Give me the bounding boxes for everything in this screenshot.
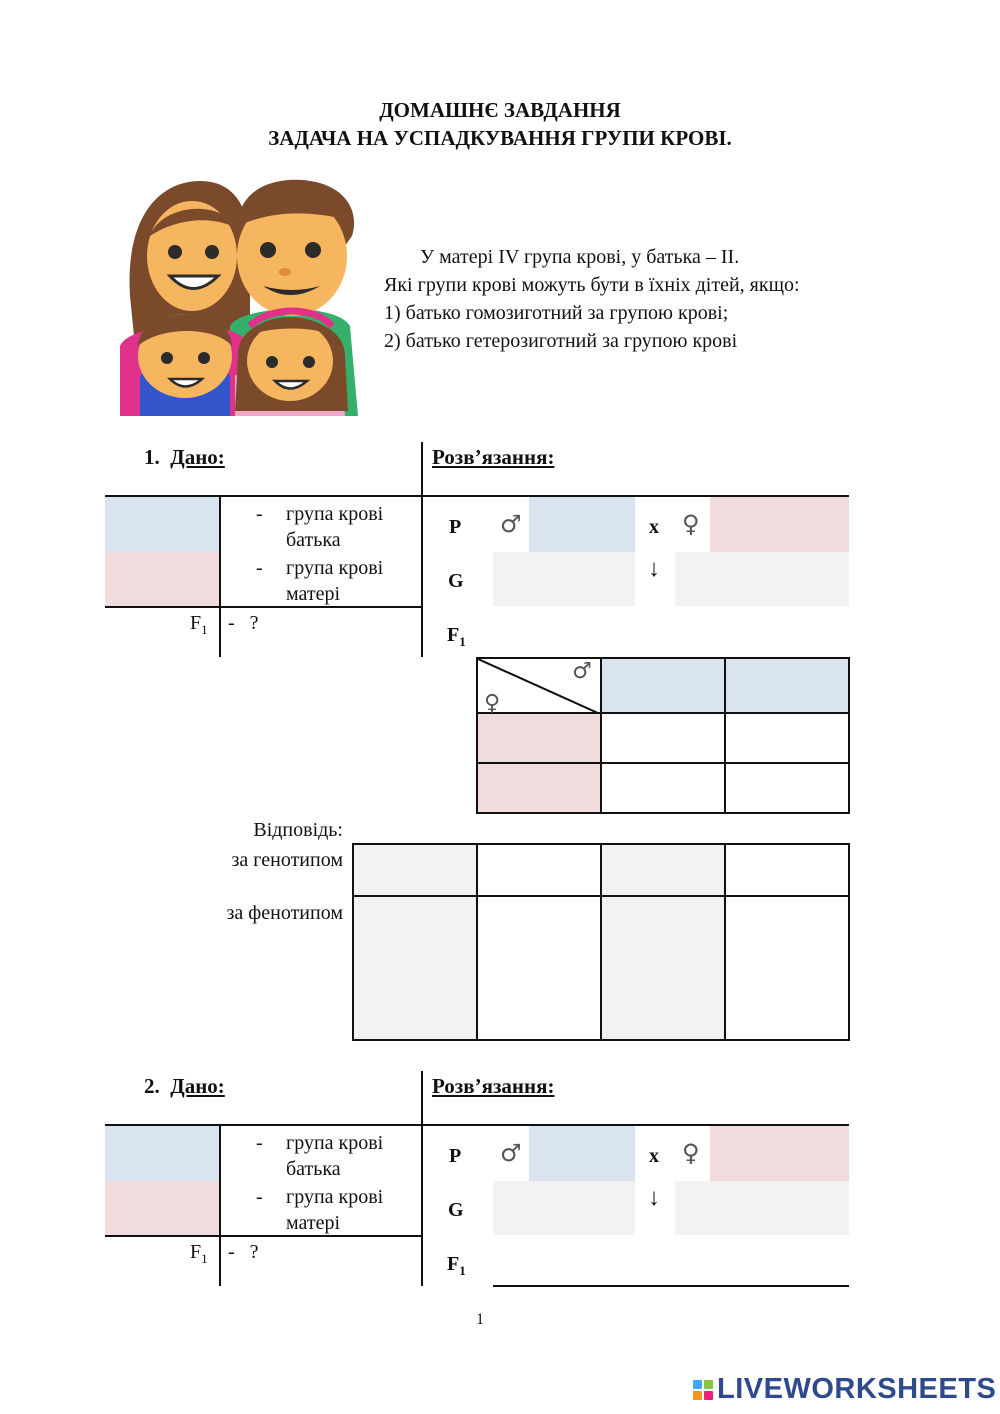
s1-genotype-cell-4[interactable] bbox=[725, 844, 849, 896]
s1-mother-genotype-input[interactable] bbox=[105, 552, 219, 607]
s1-punnett-cell-2-2[interactable] bbox=[725, 763, 849, 813]
s2-father-genotype-input[interactable] bbox=[105, 1126, 219, 1181]
s1-p-mother-input[interactable] bbox=[710, 497, 849, 552]
s1-p-father-input[interactable] bbox=[529, 497, 635, 552]
s1-phenotype-cell-1[interactable] bbox=[353, 896, 477, 1040]
s1-f1-question: - ? bbox=[228, 612, 259, 634]
s1-female-icon: ♀ bbox=[682, 510, 700, 538]
s1-punnett-cell-2-1[interactable] bbox=[601, 763, 725, 813]
liveworksheets-logo bbox=[693, 1373, 996, 1406]
s2-father-gametes-input[interactable] bbox=[493, 1181, 635, 1235]
s1-punnett-corner bbox=[477, 658, 601, 716]
s2-given-header bbox=[144, 1074, 225, 1099]
s1-father-description: - група крові батька bbox=[256, 503, 384, 551]
s1-father-gametes-input[interactable] bbox=[493, 552, 635, 606]
page-number: 1 bbox=[476, 1311, 484, 1328]
s1-phenotype-cell-3[interactable] bbox=[601, 896, 725, 1040]
s1-punnett-male-icon: ♂ bbox=[572, 659, 592, 684]
s2-p-father-input[interactable] bbox=[529, 1126, 635, 1181]
s1-p-label: P bbox=[449, 516, 462, 538]
s1-genotype-label: за генотипом bbox=[231, 849, 343, 871]
problem-line-3: 1) батько гомозиготний за групою крові; bbox=[384, 302, 729, 324]
family-illustration bbox=[120, 176, 360, 416]
s1-father-genotype-input[interactable] bbox=[105, 497, 219, 552]
s2-male-icon: ♂ bbox=[500, 1139, 522, 1167]
page-subtitle: ЗАДАЧА НА УСПАДКУВАННЯ ГРУПИ КРОВІ. bbox=[268, 126, 732, 150]
s1-punnett-female-gamete-2[interactable] bbox=[477, 763, 601, 813]
s1-answer-table bbox=[352, 843, 850, 1041]
s2-arrow-down-icon: ↓ bbox=[648, 1185, 660, 1211]
s1-mother-gametes-input[interactable] bbox=[675, 552, 849, 606]
problem-line-2: Які групи крові можуть бути в їхніх дітей, якщо: bbox=[384, 274, 800, 296]
s1-cross-symbol: x bbox=[649, 516, 659, 538]
s2-f1-question: - ? bbox=[228, 1241, 259, 1263]
s2-f1-solution-label: $F_1$ bbox=[447, 1253, 466, 1278]
s2-female-icon: ♀ bbox=[682, 1139, 700, 1167]
s1-punnett-cell-1-2[interactable] bbox=[725, 713, 849, 763]
s2-father-description: - група крові батька bbox=[256, 1132, 384, 1180]
s2-number: 2. bbox=[144, 1074, 160, 1098]
s1-f1-label: $F_1$ bbox=[190, 612, 208, 637]
s1-male-icon: ♂ bbox=[500, 510, 522, 538]
s2-cross-symbol: x bbox=[649, 1145, 659, 1167]
s2-p-mother-input[interactable] bbox=[710, 1126, 849, 1181]
s1-answer-label: Відповідь: bbox=[253, 819, 343, 841]
s2-solution-label: Розв’язання: bbox=[432, 1074, 555, 1098]
s2-given-label: Дано: bbox=[170, 1074, 225, 1098]
s1-given-divider bbox=[219, 497, 221, 657]
s2-p-label: P bbox=[449, 1145, 462, 1167]
s1-punnett-male-gamete-2[interactable] bbox=[725, 658, 849, 713]
s1-genotype-cell-2[interactable] bbox=[477, 844, 601, 896]
s1-genotype-cell-3[interactable] bbox=[601, 844, 725, 896]
s1-solution-label: Розв’язання: bbox=[432, 445, 555, 469]
s1-g-label: G bbox=[448, 570, 464, 592]
problem-statement bbox=[384, 243, 800, 355]
s2-given-divider bbox=[219, 1126, 221, 1286]
s2-f1-label: $F_1$ bbox=[190, 1241, 208, 1266]
problem-line-1: У матері IV група крові, у батька – II. bbox=[420, 246, 740, 268]
s1-given-header bbox=[144, 445, 225, 470]
s2-mother-description: - група крові матері bbox=[256, 1186, 384, 1234]
s1-phenotype-label: за фенотипом bbox=[226, 902, 343, 924]
s1-punnett-square bbox=[476, 657, 850, 814]
page-title: ДОМАШНЄ ЗАВДАННЯ bbox=[379, 98, 621, 122]
s1-number: 1. bbox=[144, 445, 160, 469]
brand-logo-icon bbox=[693, 1380, 713, 1400]
s1-punnett-female-gamete-1[interactable] bbox=[477, 713, 601, 763]
s1-phenotype-cell-2[interactable] bbox=[477, 896, 601, 1040]
s1-f1-solution-label: $F_1$ bbox=[447, 624, 466, 649]
s1-arrow-down-icon: ↓ bbox=[648, 556, 660, 582]
s1-solution-header bbox=[432, 445, 554, 470]
s1-phenotype-cell-4[interactable] bbox=[725, 896, 849, 1040]
s1-mother-description: - група крові матері bbox=[256, 557, 384, 605]
s1-genotype-cell-1[interactable] bbox=[353, 844, 477, 896]
s2-solution-header bbox=[432, 1074, 554, 1099]
brand-name: LIVEWORKSHEETS bbox=[717, 1373, 997, 1405]
s1-given-label: Дано: bbox=[170, 445, 225, 469]
s1-divider-vertical bbox=[421, 442, 423, 657]
s2-f1-answer-line[interactable] bbox=[493, 1285, 849, 1287]
s2-g-label: G bbox=[448, 1199, 464, 1221]
s1-punnett-female-icon: ♀ bbox=[484, 691, 501, 716]
s2-mother-genotype-input[interactable] bbox=[105, 1181, 219, 1236]
s2-divider-vertical bbox=[421, 1071, 423, 1286]
s2-mother-gametes-input[interactable] bbox=[675, 1181, 849, 1235]
problem-line-4: 2) батько гетерозиготний за групою крові bbox=[384, 330, 738, 352]
s1-punnett-male-gamete-1[interactable] bbox=[601, 658, 725, 713]
s1-punnett-cell-1-1[interactable] bbox=[601, 713, 725, 763]
